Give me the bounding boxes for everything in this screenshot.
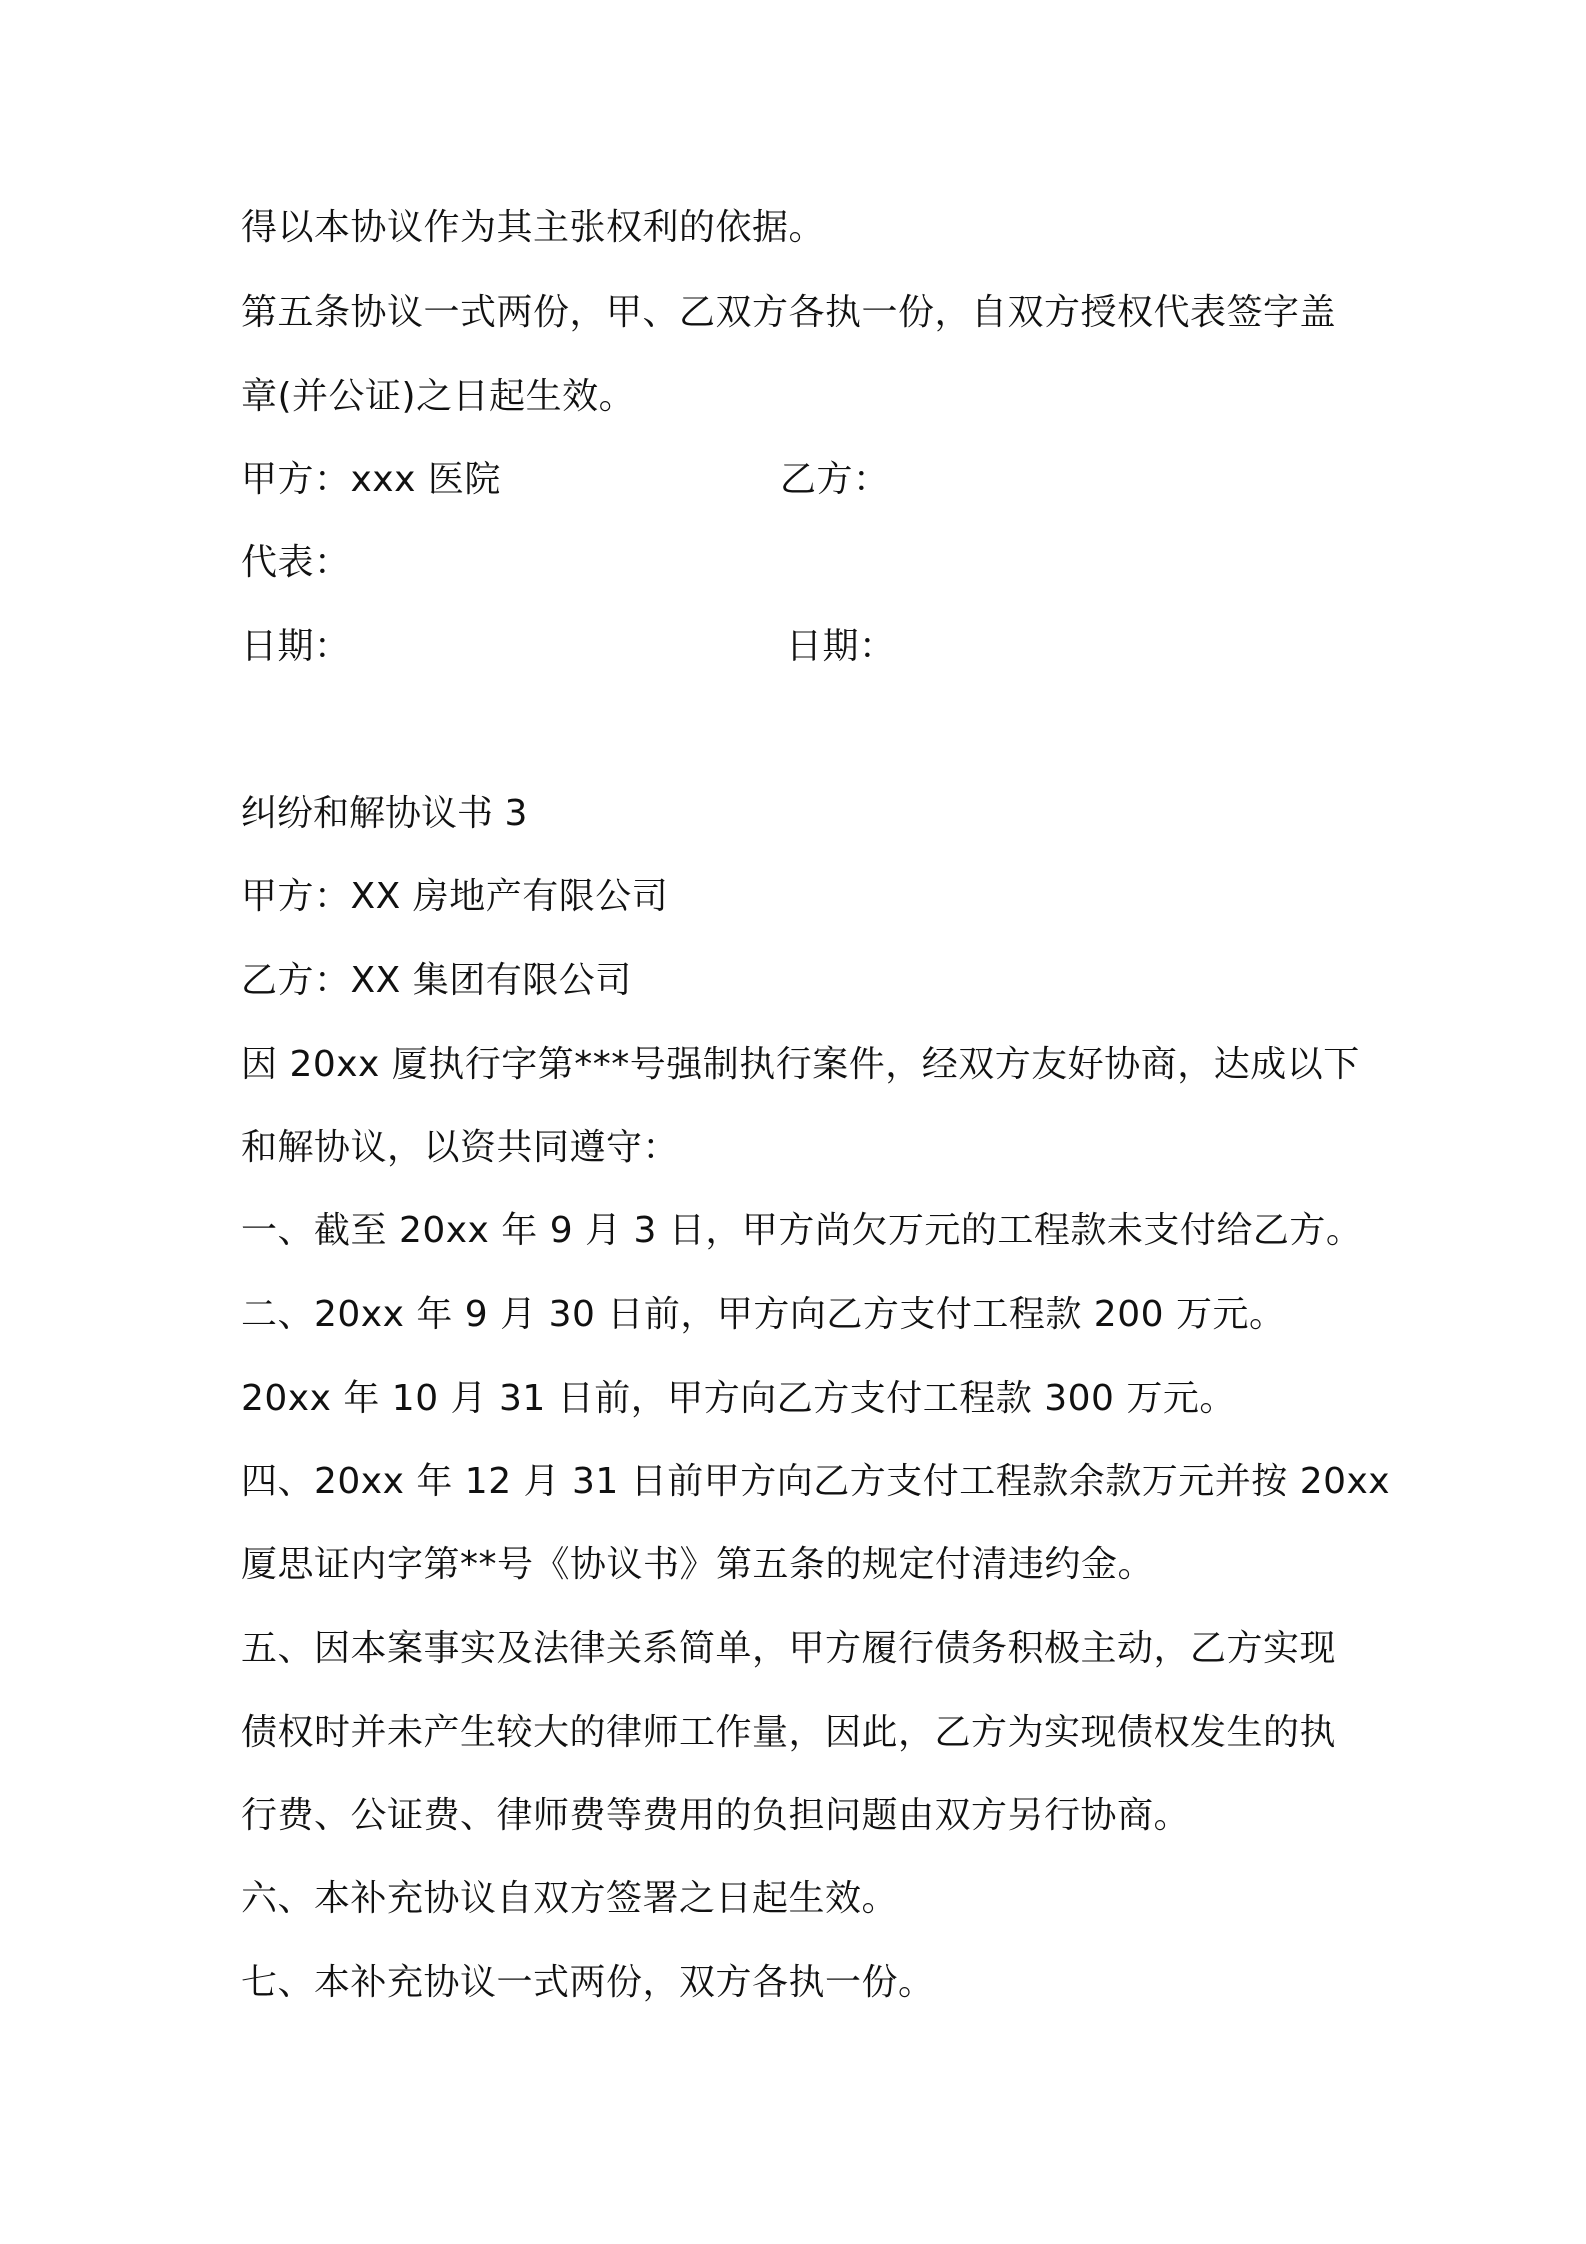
signature-party-b: 乙方： [780,459,890,500]
agreement-title: 纠纷和解协议书 3 [241,793,528,834]
clause-1: 一、截至 20xx 年 9 月 3 日，甲方尚欠万元的工程款未支付给乙方。 [241,1210,1363,1251]
signature-representative: 代表： [241,542,351,583]
clause-7: 七、本补充协议一式两份，双方各执一份。 [241,1962,935,2003]
clause-3: 20xx 年 10 月 31 日前，甲方向乙方支付工程款 300 万元。 [241,1378,1236,1419]
clause-5-line-2: 债权时并未产生较大的律师工作量，因此，乙方为实现债权发生的执 [241,1712,1337,1753]
clause-4-line-2: 厦思证内字第**号《协议书》第五条的规定付清违约金。 [241,1544,1155,1585]
signature-date-a: 日期： [241,626,351,667]
article-5-line-2: 章(并公证)之日起生效。 [241,376,636,417]
intro-line-1: 因 20xx 厦执行字第***号强制执行案件，经双方友好协商，达成以下 [241,1044,1360,1085]
party-b-line: 乙方：XX 集团有限公司 [241,960,632,1001]
paragraph-tail: 得以本协议作为其主张权利的依据。 [241,207,826,248]
signature-party-a: 甲方：xxx 医院 [241,459,501,500]
article-5-line-1: 第五条协议一式两份，甲、乙双方各执一份，自双方授权代表签字盖 [241,292,1337,333]
clause-5-line-1: 五、因本案事实及法律关系简单，甲方履行债务积极主动，乙方实现 [241,1628,1337,1669]
party-a-line: 甲方：XX 房地产有限公司 [241,876,669,917]
intro-line-2: 和解协议，以资共同遵守： [241,1127,680,1168]
signature-date-b: 日期： [786,626,896,667]
clause-4-line-1: 四、20xx 年 12 月 31 日前甲方向乙方支付工程款余款万元并按 20xx [241,1461,1391,1502]
clause-2: 二、20xx 年 9 月 30 日前，甲方向乙方支付工程款 200 万元。 [241,1294,1286,1335]
clause-6: 六、本补充协议自双方签署之日起生效。 [241,1878,899,1919]
clause-5-line-3: 行费、公证费、律师费等费用的负担问题由双方另行协商。 [241,1795,1191,1836]
